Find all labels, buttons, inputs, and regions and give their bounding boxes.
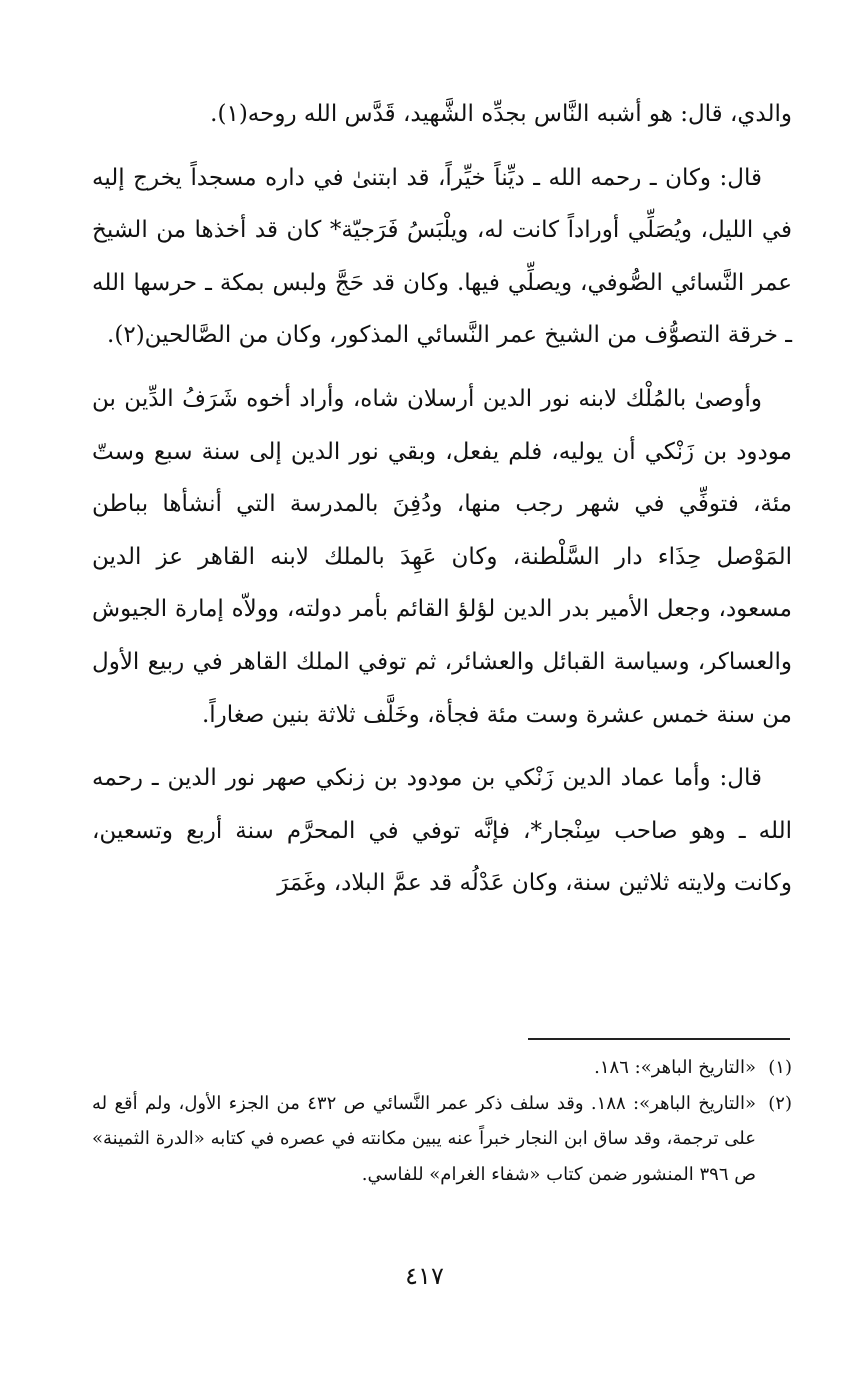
paragraph-1: والدي، قال: هو أشبه النَّاس بجدِّه الشَّهيد، قَدَّس الله روحه(١).: [210, 101, 792, 127]
footnote-text: «التاريخ الباهر»: ١٨٦.: [594, 1057, 756, 1078]
footnote-2: [92, 1086, 792, 1193]
footnote-text: «التاريخ الباهر»: ١٨٨. وقد سلف ذكر عمر النَّسائي ص ٤٣٢ من الجزء الأول، ولم أقع له على ترجمة، وقد ساق ابن النجار خبراً عنه يبين مكانته في عصره في كتابه «الدرة الثمينة» ص ٣٩٦ المنشور ضمن كتاب «شفاء الغرام» للفاسي.: [92, 1092, 756, 1185]
footnote-1: [92, 1050, 792, 1086]
footnotes: [92, 1050, 792, 1192]
page-number: ٤١٧: [405, 1262, 444, 1290]
footnote-number: (١): [768, 1057, 792, 1078]
paragraph-2: قال: وكان ـ رحمه الله ـ ديِّناً خيِّراً، قد ابتنىٰ في داره مسجداً يخرج إليه في الليل، ويُصَلِّي أوراداً كانت له، ويلْبَسُ فَرَجيّة* كان قد أخذها من الشيخ عمر النَّسائي الصُّوفي، ويصلِّي فيها. وكان قد حَجَّ ولبس بمكة ـ حرسها الله ـ خرقة التصوُّف من الشيخ عمر النَّسائي المذكور، وكان من الصَّالحين(٢).: [92, 164, 792, 349]
paragraph-4: قال: وأما عماد الدين زَنْكي بن مودود بن زنكي صهر نور الدين ـ رحمه الله ـ وهو صاحب سِنْجار*، فإنَّه توفي في المحرَّم سنة أربع وتسعين، وكانت ولايته ثلاثين سنة، وكان عَدْلُه قد عمَّ البلاد، وغَمَرَ: [92, 765, 792, 897]
paragraph-3: وأوصىٰ بالمُلْك لابنه نور الدين أرسلان شاه، وأراد أخوه شَرَفُ الدِّين بن مودود بن زَنْكي أن يوليه، فلم يفعل، وبقي نور الدين إلى سنة سبع وستّ مئة، فتوفِّي في شهر رجب منها، ودُفِنَ بالمدرسة التي أنشأها بباطن المَوْصل حِذَاء دار السَّلْطنة، وكان عَهِدَ بالملك لابنه القاهر عز الدين مسعود، وجعل الأمير بدر الدين لؤلؤ القائم بأمر دولته، وولاّه إمارة الجيوش والعساكر، وسياسة القبائل والعشائر، ثم توفي الملك القاهر في ربيع الأول من سنة خمس عشرة وست مئة فجأة، وخَلَّف ثلاثة بنين صغاراً.: [92, 385, 792, 728]
main-text: [92, 88, 792, 910]
footnote-number: (٢): [768, 1092, 792, 1114]
footnote-separator: [528, 1038, 790, 1040]
